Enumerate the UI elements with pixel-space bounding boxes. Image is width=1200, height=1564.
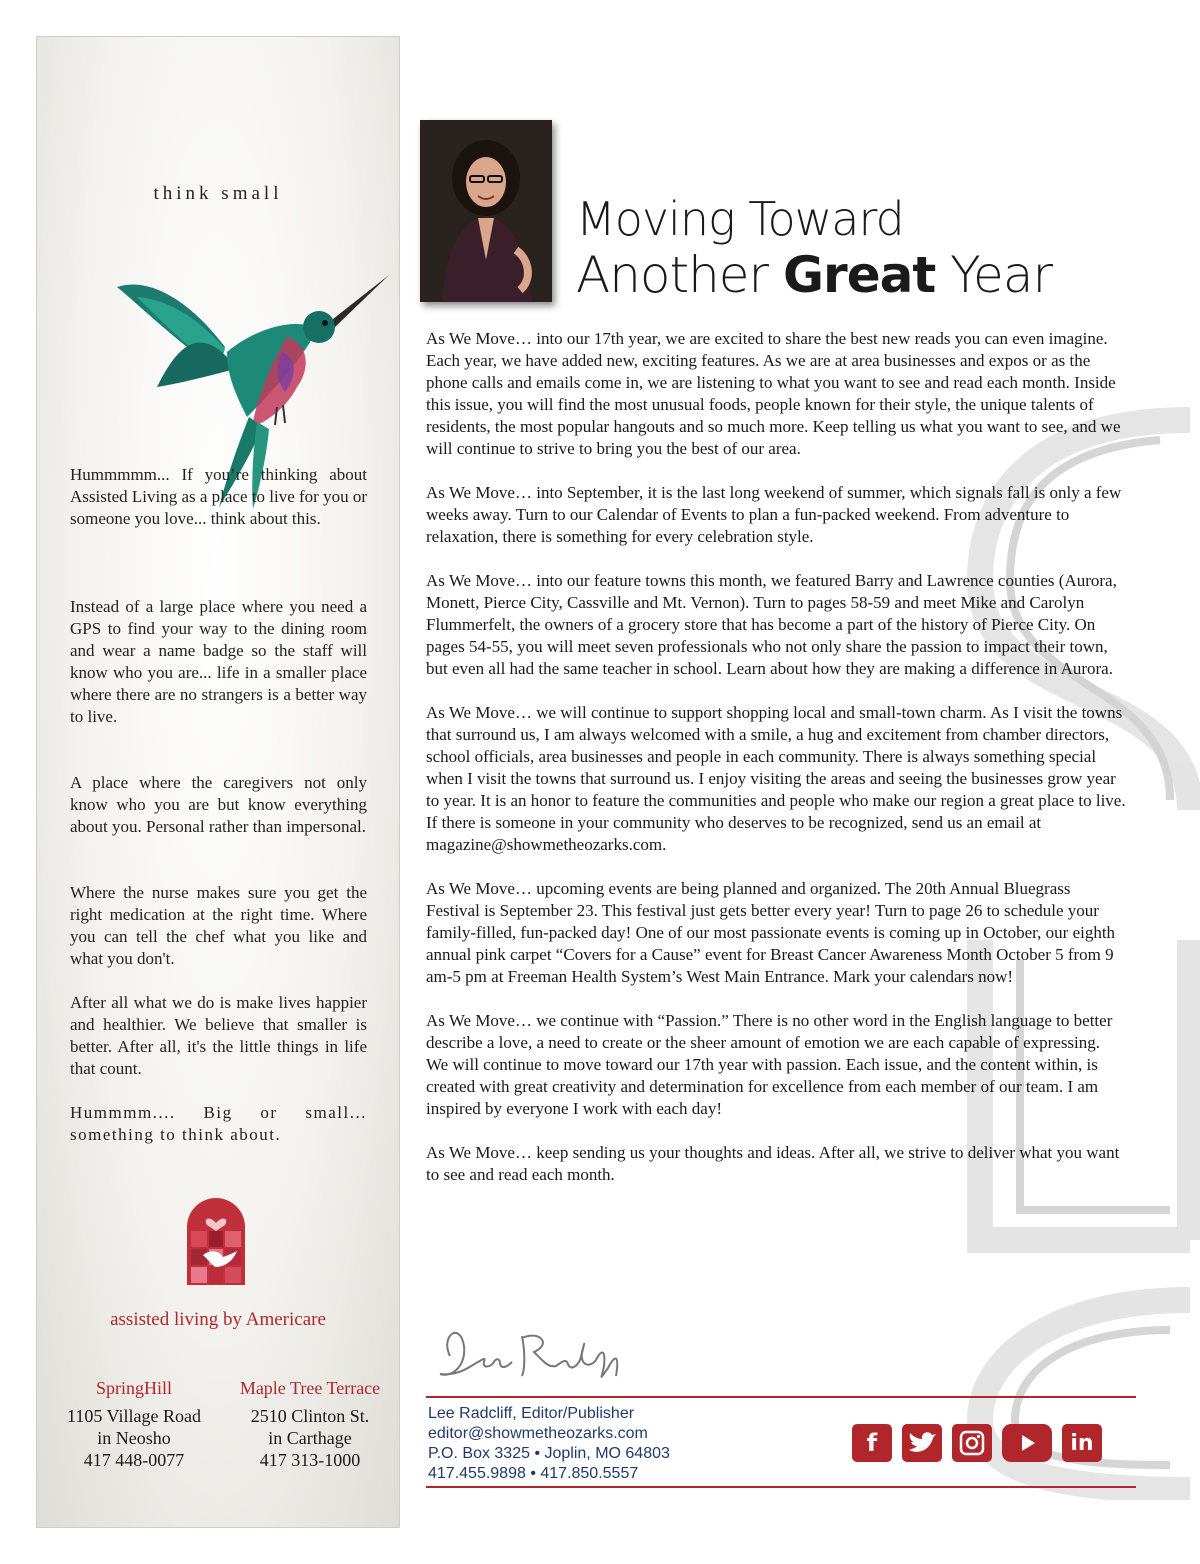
youtube-icon[interactable] [1002, 1424, 1052, 1462]
editor-name-title: Lee Radcliff, Editor/Publisher [428, 1405, 635, 1422]
location-street: 2510 Clinton St. [250, 1406, 370, 1426]
location-city: in Neosho [97, 1428, 171, 1448]
ad-paragraph: Instead of a large place where you need a GPS to find your way to the dining room and wear a name badge so the staff will know who you are... life in a smaller place where there are no strangers is a better way to live. [70, 597, 367, 726]
headline-post: Year [935, 246, 1053, 304]
ad-paragraph: A place where the caregivers not only know who you are but know everything about you. Personal rather than impersonal. [70, 773, 367, 836]
article-body [426, 328, 1126, 1208]
location-street: 1105 Village Road [67, 1406, 201, 1426]
ad-tagline: think small [153, 183, 283, 204]
ad-closing: Hummmm.... Big or small... something to think about. [70, 1103, 367, 1144]
headline-line-1: Moving Toward [576, 192, 904, 246]
location-name: Maple Tree Terrace [239, 1378, 381, 1398]
article-paragraph: As We Move… we continue with “Passion.” There is no other word in the English language to better describe a love, a need to create or the sheer amount of emotion we are each capable of expressing. We will continue to move toward our 17th year with passion. Each issue, and the content within, is created with great creativity and determination for excellence from each member of our team. I am inspired by everyone I work with each day! [426, 1011, 1113, 1118]
editor-phones: 417.455.9898 • 417.850.5557 [428, 1465, 639, 1482]
article-paragraph: As We Move… upcoming events are being planned and organized. The 20th Annual Bluegrass Festival is September 23. This festival just gets better every year! Turn to page 26 to schedule your family-filled, fun-packed day! One of our most passionate events is coming up in October, our eighth annual pink carpet “Covers for a Cause” event for Breast Cancer Awareness Month October 5 from 9 am-5 pm at Freeman Health System’s West Main Entrance. Mark your calendars now! [426, 879, 1116, 986]
editor-address: P.O. Box 3325 • Joplin, MO 64803 [428, 1445, 670, 1462]
editor-email[interactable]: editor@showmetheozarks.com [428, 1425, 648, 1442]
editor-contact-block [428, 1404, 670, 1484]
location-name: SpringHill [95, 1378, 172, 1398]
article-paragraph: As We Move… we will continue to support shopping local and small-town charm. As I visit the towns that surround us, I am always welcomed with a smile, a hug and excitement from chamber directors, school officials, area businesses and people in each community. There is always something special when I visit the towns that surround us. I enjoy visiting the areas and seeing the businesses grow year to year. It is an honor to feature the communities and people who make our region a great place to live. If there is someone in your community who deserves to be recognized, send us an email at magazine@showmetheozarks.com. [426, 703, 1126, 854]
headline-pre: Another [576, 246, 783, 304]
article-paragraph: As We Move… into our 17th year, we are excited to share the best new reads you can even imagine. Each year, we have added new, exciting features. As we are at area businesses and expos or as the phone calls and emails come in, we are listening to what you want to see and read each month. Inside this issue, you will find the most unusual foods, people known for their style, the unique talents of residents, the most popular hangouts and so much more. Keep telling us what you want to see, and we will continue to strive to bring you the best of our area. [426, 329, 1121, 458]
ad-intro: Hummmmm... If you’re thinking about Assisted Living as a place to live for you or someone you love... think about this. [70, 465, 367, 528]
location-maple-tree-terrace [225, 1377, 395, 1471]
location-city: in Carthage [268, 1428, 352, 1448]
contact-bottom-rule [426, 1486, 1136, 1488]
location-phone: 417 448-0077 [83, 1450, 185, 1470]
contact-top-rule [426, 1396, 1136, 1398]
article-paragraph: As We Move… into September, it is the last long weekend of summer, which signals fall is only a few weeks away. Turn to our Calendar of Events to plan a fun-packed weekend. From adventure to relaxation, there is something for every celebration style. [426, 483, 1122, 546]
americare-advertisement [36, 36, 400, 1528]
location-phone: 417 313-1000 [259, 1450, 361, 1470]
location-springhill [49, 1377, 219, 1471]
americare-logo-icon [185, 1197, 247, 1285]
facebook-icon[interactable]: f [852, 1424, 892, 1462]
ad-paragraph: After all what we do is make lives happier and healthier. We believe that smaller is better. After all, it's the little things in life that count. [70, 993, 367, 1078]
editor-portrait-image [420, 120, 552, 302]
headline-line-2 [576, 246, 1052, 304]
twitter-icon[interactable] [902, 1424, 942, 1462]
ad-brand: assisted living by Americare [110, 1309, 326, 1330]
social-icons [852, 1424, 1112, 1464]
article-paragraph: As We Move… into our feature towns this month, we featured Barry and Lawrence counties (Aurora, Monett, Pierce City, Cassville and Mt. Vernon). Turn to pages 58-59 and meet Mike and Carolyn Flummerfelt, the owners of a grocery store that has become a part of the history of Pierce City. On pages 54-55, you will meet seven professionals who not only share the passion to impact their town, but even all had the same teacher in school. Learn about how they are making a difference in Aurora. [426, 571, 1117, 678]
editor-photo [420, 120, 552, 302]
article-headline [576, 192, 1052, 304]
editor-signature [430, 1316, 630, 1388]
linkedin-icon[interactable]: in [1062, 1424, 1102, 1462]
headline-bold: Great [783, 246, 936, 304]
article-paragraph: As We Move… keep sending us your thoughts and ideas. After all, we strive to deliver what you want to see and read each month. [426, 1143, 1120, 1184]
instagram-icon[interactable] [952, 1424, 992, 1462]
ad-paragraph: Where the nurse makes sure you get the right medication at the right time. Where you can tell the chef what you like and what you don't. [70, 883, 367, 968]
